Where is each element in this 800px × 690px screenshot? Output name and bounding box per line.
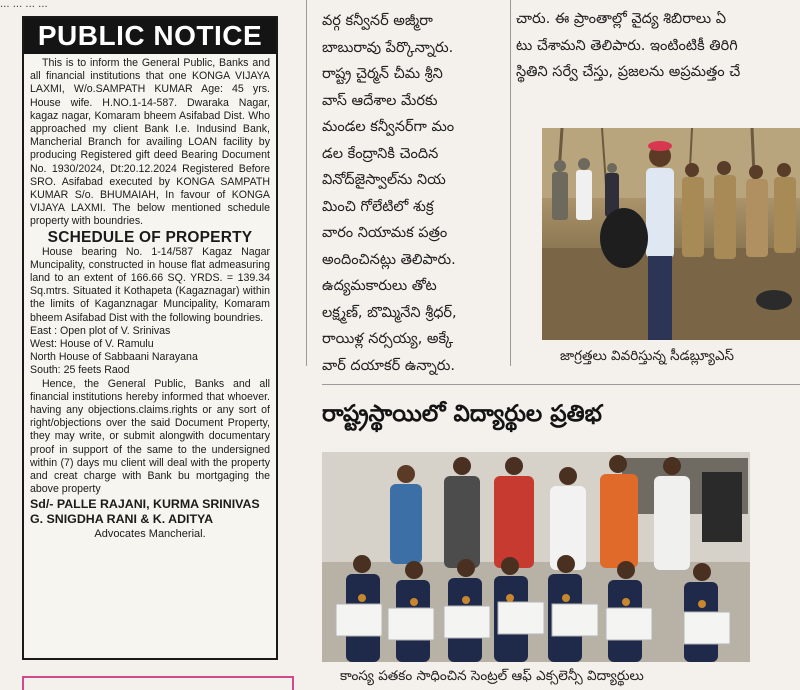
advocates-line: Advocates Mancherial. <box>94 527 206 540</box>
forest-photo-caption: జాగ్రత్తలు వివరిస్తున్న సీడబ్ల్యూఎస్ <box>560 348 735 364</box>
article-line: మించి గోలేటిలో శుక్ర <box>322 198 434 215</box>
section-divider <box>322 384 800 385</box>
article-line: ఉద్యమకారులు తోట <box>322 278 437 294</box>
column-divider-left <box>306 0 307 366</box>
article-line: వాస్ ఆదేశాల మేరకు <box>322 92 438 109</box>
article-line: చారు. ఈ ప్రాంతాల్లో వైద్య శిబిరాలు ఏ <box>516 11 727 27</box>
notice-paragraph-2: House bearing No. 1-14/587 Kagaz Nagar Muncipality, constructed in house flat admeasuring land to an extent of 166.66 SQ. YRDS. = 139.34 Sq.mtrs. Situated it Kothapeta (Kagaznagar) within the limits of Kaganznagar Muncipality, Komaram bheem Asifabad Dist with the following boundries. <box>30 245 270 324</box>
column-divider-right <box>510 0 511 366</box>
story-headline: రాష్ట్రస్థాయిలో విద్యార్థుల ప్రతిభ <box>322 401 602 427</box>
group-photo-illustration <box>322 452 750 662</box>
article-line: అందించినట్లు తెలిపారు. <box>322 251 456 268</box>
article-line: టు చేశామని తెలిపారు. ఇంటింటికీ తిరిగి <box>516 37 738 54</box>
students-group-photo <box>322 452 750 662</box>
schedule-title: SCHEDULE OF PROPERTY <box>47 228 253 246</box>
notice-paragraph-3: Hence, the General Public, Banks and all financial institutions hereby informed that whoever. having any objections.claims.rights or any sort of right/objections over the said Document Property, they may write, or submit alongwith documentary proof in support of the same to the undersigned within (7) days mu client will deal with the property and creat charge with Bank bu mortgaging the above property <box>30 377 270 496</box>
boundary-south: South: 25 feets Raod <box>30 364 130 377</box>
article-line: లక్ష్మణ్, బొమ్మినేని శ్రీధర్, <box>322 304 457 321</box>
public-notice-box <box>22 16 278 660</box>
signers-line-1: Sd/- PALLE RAJANI, KURMA SRINIVAS <box>30 496 260 511</box>
notice-body <box>24 54 276 541</box>
article-line: వారం నియామక పత్రం <box>322 225 448 241</box>
article-line: రాయిళ్ల నర్సయ్య, అక్కే <box>322 331 454 347</box>
forest-inspection-photo <box>542 128 800 340</box>
article-line: వినోద్‌జైస్వాల్‌ను నియ <box>322 172 446 188</box>
notice-paragraph-1: This is to inform the General Public, Banks and all financial institutions that one KONGA VIJAYA LAXMI, W/o.SAMPATH KUMAR Age: 45 yrs. House wife. H.NO.1-14-587. Dwaraka Nagar, kagaz nagar, Komaram bheem Asifabad Dist. Who approached my client Bank I.e. Indusind Bank, Mancherial Branch for availing LOAN facility by producing Registered gift deed Bearing Document No. 1930/2024, Dt:20.12.2024 Registered Before SRO. Asifabad executed by KONGA SAMPATH KUMAR S/o. BHUMAIAH, In favour of KONGA VIJAYA LAXMI. The below mentioned schedule property with boundries. <box>30 57 270 228</box>
forest-photo-illustration <box>542 128 800 340</box>
boundary-west: West: House of V. Ramulu <box>30 338 154 351</box>
article-line: రాష్ట్ర చైర్మన్ చీమ శ్రీని <box>322 66 443 82</box>
group-photo-caption: కాంస్య పతకం సాధించిన సెంట్రల్ ఆఫ్ ఎక్సలెన్సీ విద్యార్థులు <box>340 668 644 684</box>
article-line: డల కేంద్రానికి చెందిన <box>322 145 439 162</box>
article-line: వార్ దయాకర్ ఉన్నారు. <box>322 357 455 374</box>
article-line: వర్గ కన్వీనర్ అజ్మీరా <box>322 13 433 29</box>
article-mid-column <box>322 8 492 379</box>
signers-line-2: G. SNIGDHA RANI & K. ADITYA <box>30 511 214 526</box>
article-line: స్థితిని సర్వే చేస్తు, ప్రజలను అప్రమత్తం చే <box>516 64 741 80</box>
boundary-north: North House of Sabbaani Narayana <box>30 351 198 364</box>
article-line: మండల కన్వీనర్‌గా మం <box>322 119 455 135</box>
article-right-column <box>516 6 800 86</box>
notice-title: PUBLIC NOTICE <box>24 18 276 54</box>
article-line: బాబురావు పేర్కొన్నారు. <box>322 39 454 56</box>
boundary-east: East : Open plot of V. Srinivas <box>30 324 171 337</box>
top-cutoff-text: ... ... ... ... <box>0 0 48 10</box>
